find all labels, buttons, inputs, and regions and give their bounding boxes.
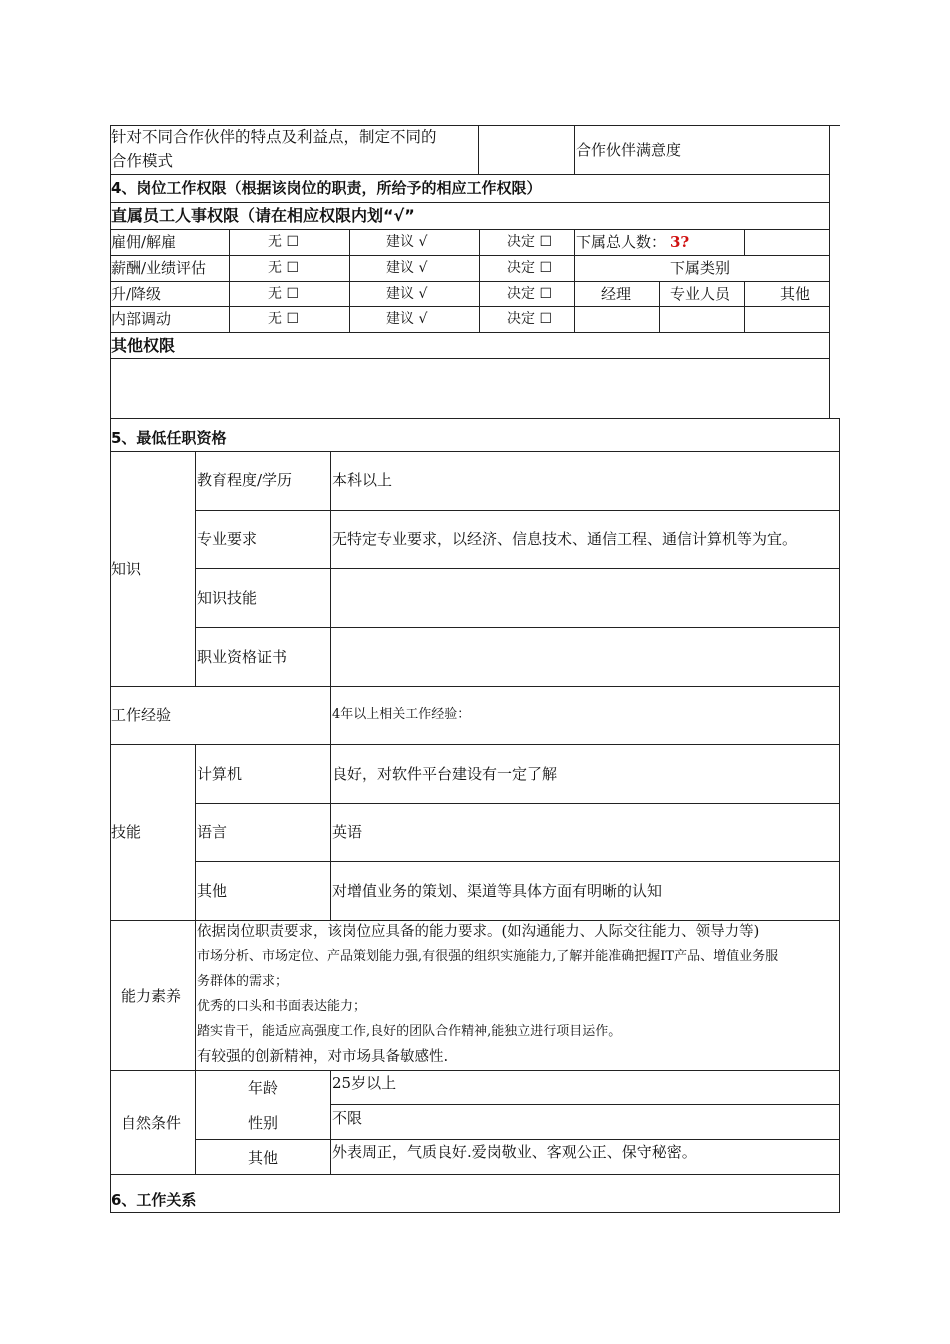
perm-transfer-none-checkbox[interactable]: 无 ☐ [268,311,300,327]
ability-line-3: 务群体的需求； [197,974,289,989]
perm-promote-decide-checkbox[interactable]: 决定 ☐ [507,286,553,302]
row1-text-line2: 合作模式 [111,152,174,170]
ability-line-4: 优秀的口头和书面表达能力； [197,999,367,1014]
knowledge-label: 知识 [111,560,142,578]
age-value: 25岁以上 [332,1074,397,1092]
perm-label-transfer: 内部调动 [111,310,172,328]
language-value: 英语 [332,823,363,841]
subordinate-category-header: 下属类别 [670,259,731,277]
ability-line-2: 市场分析、市场定位、产品策划能力强,有很强的组织实施能力,了解并能准确把握IT产品、增值业务服 [197,949,779,964]
perm-hire-decide-checkbox[interactable]: 决定 ☐ [507,234,553,250]
skill-other-label: 其他 [197,882,228,900]
perm-label-pay: 薪酬/业绩评估 [111,259,207,277]
perm-label-hire: 雇佣/解雇 [111,233,177,251]
perm-transfer-suggest-checkbox[interactable]: 建议 √ [386,311,428,327]
gender-value: 不限 [332,1109,363,1127]
perm-hire-suggest-checkbox[interactable]: 建议 √ [386,234,428,250]
computer-value: 良好，对软件平台建设有一定了解 [332,765,558,783]
skill-other-value: 对增值业务的策划、渠道等具体方面有明晰的认知 [332,882,663,900]
perm-transfer-decide-checkbox[interactable]: 决定 ☐ [507,311,553,327]
major-value: 无特定专业要求，以经济、信息技术、通信工程、通信计算机等为宜。 [332,530,798,548]
major-label: 专业要求 [197,530,258,548]
experience-label: 工作经验 [111,706,172,724]
row1-right-text: 合作伙伴满意度 [576,141,682,159]
perm-pay-decide-checkbox[interactable]: 决定 ☐ [507,260,553,276]
sub-type-professional: 专业人员 [670,285,731,303]
perm-pay-none-checkbox[interactable]: 无 ☐ [268,260,300,276]
perm-promote-suggest-checkbox[interactable]: 建议 √ [386,286,428,302]
subordinates-count-label: 下属总人数： [576,233,667,251]
sub-type-other: 其他 [780,285,811,303]
other-permissions-title: 其他权限 [111,336,176,355]
ability-label: 能力素养 [121,987,182,1005]
subordinates-count-value: 3? [670,233,690,251]
ability-line-6: 有较强的创新精神，对市场具备敏感性. [197,1049,449,1065]
perm-promote-none-checkbox[interactable]: 无 ☐ [268,286,300,302]
natural-conditions-label: 自然条件 [121,1114,182,1132]
ability-line-1: 依据岗位职责要求，该岗位应具备的能力要求。(如沟通能力、人际交往能力、领导力等) [197,924,760,940]
section5-title: 5、最低任职资格 [111,429,227,447]
ability-line-5: 踏实肯干，能适应高强度工作,良好的团队合作精神,能独立进行项目运作。 [197,1024,622,1039]
perm-hire-none-checkbox[interactable]: 无 ☐ [268,234,300,250]
age-label: 年龄 [248,1079,279,1097]
perm-label-promote: 升/降级 [111,285,162,303]
language-label: 语言 [197,823,228,841]
skills-label: 技能 [111,823,142,841]
natural-other-label: 其他 [248,1149,279,1167]
knowledge-skill-label: 知识技能 [197,589,258,607]
section6-title: 6、工作关系 [111,1191,197,1209]
certificate-label: 职业资格证书 [197,648,288,666]
computer-label: 计算机 [197,765,243,783]
gender-label: 性别 [248,1114,279,1132]
direct-permission-title: 直属员工人事权限（请在相应权限内划“√” [111,206,415,225]
section4-title: 4、岗位工作权限（根据该岗位的职责，所给予的相应工作权限） [111,179,542,197]
sub-type-manager: 经理 [601,285,632,303]
education-label: 教育程度/学历 [197,471,293,489]
natural-other-value: 外表周正，气质良好.爱岗敬业、客观公正、保守秘密。 [332,1143,697,1161]
perm-pay-suggest-checkbox[interactable]: 建议 √ [386,260,428,276]
row1-text-line1: 针对不同合作伙伴的特点及利益点，制定不同的 [111,128,437,146]
experience-value: 4年以上相关工作经验： [332,707,471,722]
education-value: 本科以上 [332,471,393,489]
